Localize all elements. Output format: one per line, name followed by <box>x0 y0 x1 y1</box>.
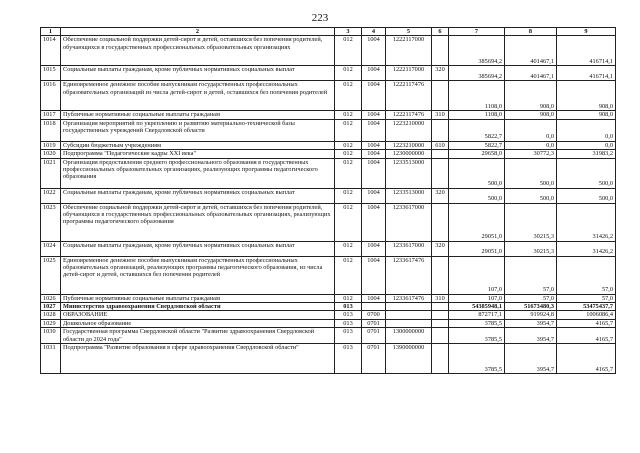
amount-year2-cell: 57,0 <box>505 294 557 302</box>
description-cell: Организация предоставления среднего профессионального образования в государственных профессиональных образовательных организациях, реализующих программы педагогического образования <box>61 158 335 188</box>
amount-year2-cell: 57,0 <box>505 256 557 294</box>
amount-year1-cell: 107,0 <box>449 294 505 302</box>
target-article-cell: 1222117476 <box>386 81 432 111</box>
amount-year1-cell: 500,0 <box>449 188 505 203</box>
table-row <box>41 294 616 302</box>
page-number: 223 <box>311 12 329 24</box>
section-code-cell: 1004 <box>362 294 386 302</box>
row-number-cell: 1028 <box>41 311 61 319</box>
section-code-cell: 1004 <box>362 141 386 149</box>
amount-year1-cell: 29051,0 <box>449 241 505 256</box>
amount-year3-cell: 4165,7 <box>557 344 616 374</box>
amount-year3-cell: 31426,2 <box>557 241 616 256</box>
target-article-cell <box>386 319 432 327</box>
table-row <box>41 158 616 188</box>
header-cell: 2 <box>61 28 335 36</box>
ministry-code-cell: 013 <box>335 303 362 311</box>
description-cell: Подпрограмма "Педагогические кадры XXI века" <box>61 150 335 158</box>
description-cell: Единовременное денежное пособие выпускникам государственных профессиональных образовательных организаций, реализующих программы педагогического образования, из числа детей-сирот и детей, оставшихся без попечения родителей <box>61 256 335 294</box>
header-cell: 1 <box>41 28 61 36</box>
row-number-cell: 1018 <box>41 119 61 141</box>
description-cell: Социальные выплаты гражданам, кроме публичных нормативных социальных выплат <box>61 66 335 81</box>
table-row <box>41 188 616 203</box>
description-cell: Публичные нормативные социальные выплаты гражданам <box>61 294 335 302</box>
table-row <box>41 150 616 158</box>
row-number-cell: 1026 <box>41 294 61 302</box>
amount-year2-cell: 401467,1 <box>505 36 557 66</box>
expense-type-cell: 320 <box>432 241 449 256</box>
header-cell: 3 <box>335 28 362 36</box>
description-cell: Министерство здравоохранения Свердловской области <box>61 303 335 311</box>
section-code-cell: 1004 <box>362 188 386 203</box>
target-article-cell: 1223210000 <box>386 119 432 141</box>
row-number-cell: 1020 <box>41 150 61 158</box>
amount-year2-cell: 30215,3 <box>505 241 557 256</box>
amount-year3-cell: 908,0 <box>557 81 616 111</box>
ministry-code-cell: 012 <box>335 150 362 158</box>
amount-year1-cell: 385694,2 <box>449 36 505 66</box>
section-code-cell: 0701 <box>362 328 386 344</box>
row-number-cell: 1025 <box>41 256 61 294</box>
description-cell: Социальные выплаты гражданам, кроме публичных нормативных социальных выплат <box>61 188 335 203</box>
expense-type-cell <box>432 319 449 327</box>
section-code-cell: 1004 <box>362 119 386 141</box>
description-cell: Дошкольное образование <box>61 319 335 327</box>
table-row <box>41 319 616 327</box>
table-row <box>41 241 616 256</box>
amount-year3-cell: 908,0 <box>557 111 616 119</box>
amount-year3-cell: 0,0 <box>557 119 616 141</box>
amount-year3-cell: 31983,2 <box>557 150 616 158</box>
expense-type-cell: 320 <box>432 66 449 81</box>
row-number-cell: 1015 <box>41 66 61 81</box>
section-code-cell: 1004 <box>362 150 386 158</box>
amount-year2-cell: 30772,3 <box>505 150 557 158</box>
ministry-code-cell: 012 <box>335 36 362 66</box>
table-row <box>41 66 616 81</box>
amount-year2-cell: 3954,7 <box>505 319 557 327</box>
table-row <box>41 303 616 311</box>
table-row <box>41 344 616 374</box>
amount-year2-cell: 919924,8 <box>505 311 557 319</box>
expense-type-cell <box>432 256 449 294</box>
expense-type-cell <box>432 344 449 374</box>
section-code-cell: 1004 <box>362 241 386 256</box>
amount-year3-cell: 416714,1 <box>557 66 616 81</box>
ministry-code-cell: 012 <box>335 111 362 119</box>
amount-year3-cell: 500,0 <box>557 158 616 188</box>
ministry-code-cell: 013 <box>335 344 362 374</box>
amount-year3-cell: 57,0 <box>557 256 616 294</box>
target-article-cell: 1222117000 <box>386 36 432 66</box>
ministry-code-cell: 012 <box>335 141 362 149</box>
target-article-cell: 1233617000 <box>386 241 432 256</box>
header-cell: 4 <box>362 28 386 36</box>
expense-type-cell <box>432 311 449 319</box>
target-article-cell: 1233617476 <box>386 256 432 294</box>
section-code-cell: 1004 <box>362 81 386 111</box>
amount-year1-cell: 3785,5 <box>449 319 505 327</box>
expense-type-cell <box>432 158 449 188</box>
amount-year1-cell: 1108,0 <box>449 111 505 119</box>
amount-year2-cell: 30215,3 <box>505 203 557 241</box>
table-row <box>41 111 616 119</box>
target-article-cell: 1222117000 <box>386 66 432 81</box>
ministry-code-cell: 012 <box>335 81 362 111</box>
target-article-cell: 1233617476 <box>386 294 432 302</box>
header-cell: 7 <box>449 28 505 36</box>
expense-type-cell: 310 <box>432 111 449 119</box>
expense-type-cell <box>432 328 449 344</box>
target-article-cell: 1233513000 <box>386 158 432 188</box>
expense-type-cell: 320 <box>432 188 449 203</box>
description-cell: Обеспечение социальной поддержки детей-сирот и детей, оставшихся без попечения родителей, обучающихся в государственных профессиональных образовательных организациях, реализующих программы педагогического образования <box>61 203 335 241</box>
description-cell: Единовременное денежное пособие выпускникам государственных профессиональных образовательных организаций из числа детей-сирот и детей, оставшихся без попечения родителей <box>61 81 335 111</box>
amount-year1-cell: 107,0 <box>449 256 505 294</box>
target-article-cell: 1222117476 <box>386 111 432 119</box>
amount-year2-cell: 401467,1 <box>505 66 557 81</box>
expense-type-cell <box>432 303 449 311</box>
expense-type-cell <box>432 119 449 141</box>
ministry-code-cell: 012 <box>335 241 362 256</box>
target-article-cell: 1233513000 <box>386 188 432 203</box>
ministry-code-cell: 012 <box>335 294 362 302</box>
target-article-cell <box>386 303 432 311</box>
amount-year1-cell: 385694,2 <box>449 66 505 81</box>
ministry-code-cell: 012 <box>335 188 362 203</box>
row-number-cell: 1027 <box>41 303 61 311</box>
row-number-cell: 1024 <box>41 241 61 256</box>
table-row <box>41 203 616 241</box>
amount-year3-cell: 0,0 <box>557 141 616 149</box>
expense-type-cell <box>432 150 449 158</box>
amount-year2-cell: 500,0 <box>505 158 557 188</box>
expense-type-cell <box>432 36 449 66</box>
expense-type-cell <box>432 81 449 111</box>
expense-type-cell: 310 <box>432 294 449 302</box>
amount-year2-cell: 51673480,3 <box>505 303 557 311</box>
amount-year1-cell: 5822,7 <box>449 141 505 149</box>
target-article-cell: 1223210000 <box>386 141 432 149</box>
table-row <box>41 328 616 344</box>
amount-year1-cell: 54385948,1 <box>449 303 505 311</box>
section-code-cell: 1004 <box>362 36 386 66</box>
target-article-cell <box>386 311 432 319</box>
amount-year2-cell: 0,0 <box>505 141 557 149</box>
row-number-cell: 1023 <box>41 203 61 241</box>
expense-type-cell <box>432 203 449 241</box>
row-number-cell: 1016 <box>41 81 61 111</box>
amount-year3-cell: 4165,7 <box>557 319 616 327</box>
section-code-cell: 1004 <box>362 256 386 294</box>
description-cell: Организация мероприятий по укреплению и развитию материально-технической базы государственных учреждений Свердловской области <box>61 119 335 141</box>
amount-year3-cell: 57,0 <box>557 294 616 302</box>
table-row <box>41 256 616 294</box>
description-cell: Государственная программа Свердловской области "Развитие здравоохранения Свердловской области до 2024 года" <box>61 328 335 344</box>
amount-year1-cell: 29658,0 <box>449 150 505 158</box>
section-code-cell <box>362 303 386 311</box>
row-number-cell: 1022 <box>41 188 61 203</box>
description-cell: ОБРАЗОВАНИЕ <box>61 311 335 319</box>
section-code-cell: 1004 <box>362 158 386 188</box>
ministry-code-cell: 013 <box>335 319 362 327</box>
row-number-cell: 1031 <box>41 344 61 374</box>
amount-year1-cell: 872717,1 <box>449 311 505 319</box>
amount-year2-cell: 3954,7 <box>505 344 557 374</box>
description-cell: Подпрограмма "Развитие образования в сфере здравоохранения Свердловской области" <box>61 344 335 374</box>
amount-year1-cell: 29051,0 <box>449 203 505 241</box>
description-cell: Субсидии бюджетным учреждениям <box>61 141 335 149</box>
target-article-cell: 1233617000 <box>386 203 432 241</box>
section-code-cell: 0701 <box>362 319 386 327</box>
ministry-code-cell: 013 <box>335 328 362 344</box>
table-row <box>41 141 616 149</box>
amount-year2-cell: 3954,7 <box>505 328 557 344</box>
amount-year1-cell: 500,0 <box>449 158 505 188</box>
header-cell: 9 <box>557 28 616 36</box>
amount-year3-cell: 500,0 <box>557 188 616 203</box>
ministry-code-cell: 012 <box>335 119 362 141</box>
target-article-cell: 1300000000 <box>386 328 432 344</box>
table-row <box>41 311 616 319</box>
ministry-code-cell: 012 <box>335 66 362 81</box>
amount-year2-cell: 0,0 <box>505 119 557 141</box>
table-body <box>41 28 616 374</box>
budget-table <box>40 27 616 374</box>
ministry-code-cell: 012 <box>335 158 362 188</box>
row-number-cell: 1030 <box>41 328 61 344</box>
section-code-cell: 1004 <box>362 203 386 241</box>
amount-year2-cell: 908,0 <box>505 81 557 111</box>
description-cell: Публичные нормативные социальные выплаты гражданам <box>61 111 335 119</box>
amount-year3-cell: 1006086,4 <box>557 311 616 319</box>
row-number-cell: 1021 <box>41 158 61 188</box>
section-code-cell: 0701 <box>362 344 386 374</box>
amount-year1-cell: 3785,5 <box>449 344 505 374</box>
ministry-code-cell: 012 <box>335 256 362 294</box>
table-row <box>41 119 616 141</box>
header-cell: 6 <box>432 28 449 36</box>
expense-type-cell: 610 <box>432 141 449 149</box>
amount-year3-cell: 31426,2 <box>557 203 616 241</box>
amount-year2-cell: 500,0 <box>505 188 557 203</box>
row-number-cell: 1014 <box>41 36 61 66</box>
section-code-cell: 1004 <box>362 66 386 81</box>
section-code-cell: 0700 <box>362 311 386 319</box>
description-cell: Социальные выплаты гражданам, кроме публичных нормативных социальных выплат <box>61 241 335 256</box>
amount-year1-cell: 5822,7 <box>449 119 505 141</box>
amount-year2-cell: 908,0 <box>505 111 557 119</box>
ministry-code-cell: 012 <box>335 203 362 241</box>
row-number-cell: 1029 <box>41 319 61 327</box>
amount-year1-cell: 3785,5 <box>449 328 505 344</box>
row-number-cell: 1019 <box>41 141 61 149</box>
ministry-code-cell: 013 <box>335 311 362 319</box>
header-cell: 8 <box>505 28 557 36</box>
table-row <box>41 81 616 111</box>
target-article-cell: 1390000000 <box>386 344 432 374</box>
header-cell: 5 <box>386 28 432 36</box>
target-article-cell: 1230000000 <box>386 150 432 158</box>
amount-year3-cell: 4165,7 <box>557 328 616 344</box>
amount-year1-cell: 1108,0 <box>449 81 505 111</box>
amount-year3-cell: 416714,1 <box>557 36 616 66</box>
section-code-cell: 1004 <box>362 111 386 119</box>
amount-year3-cell: 53475437,7 <box>557 303 616 311</box>
description-cell: Обеспечение социальной поддержки детей-сирот и детей, оставшихся без попечения родителей, обучающихся в государственных профессиональных образовательных организациях <box>61 36 335 66</box>
table-header-row <box>41 28 616 36</box>
row-number-cell: 1017 <box>41 111 61 119</box>
table-row <box>41 36 616 66</box>
